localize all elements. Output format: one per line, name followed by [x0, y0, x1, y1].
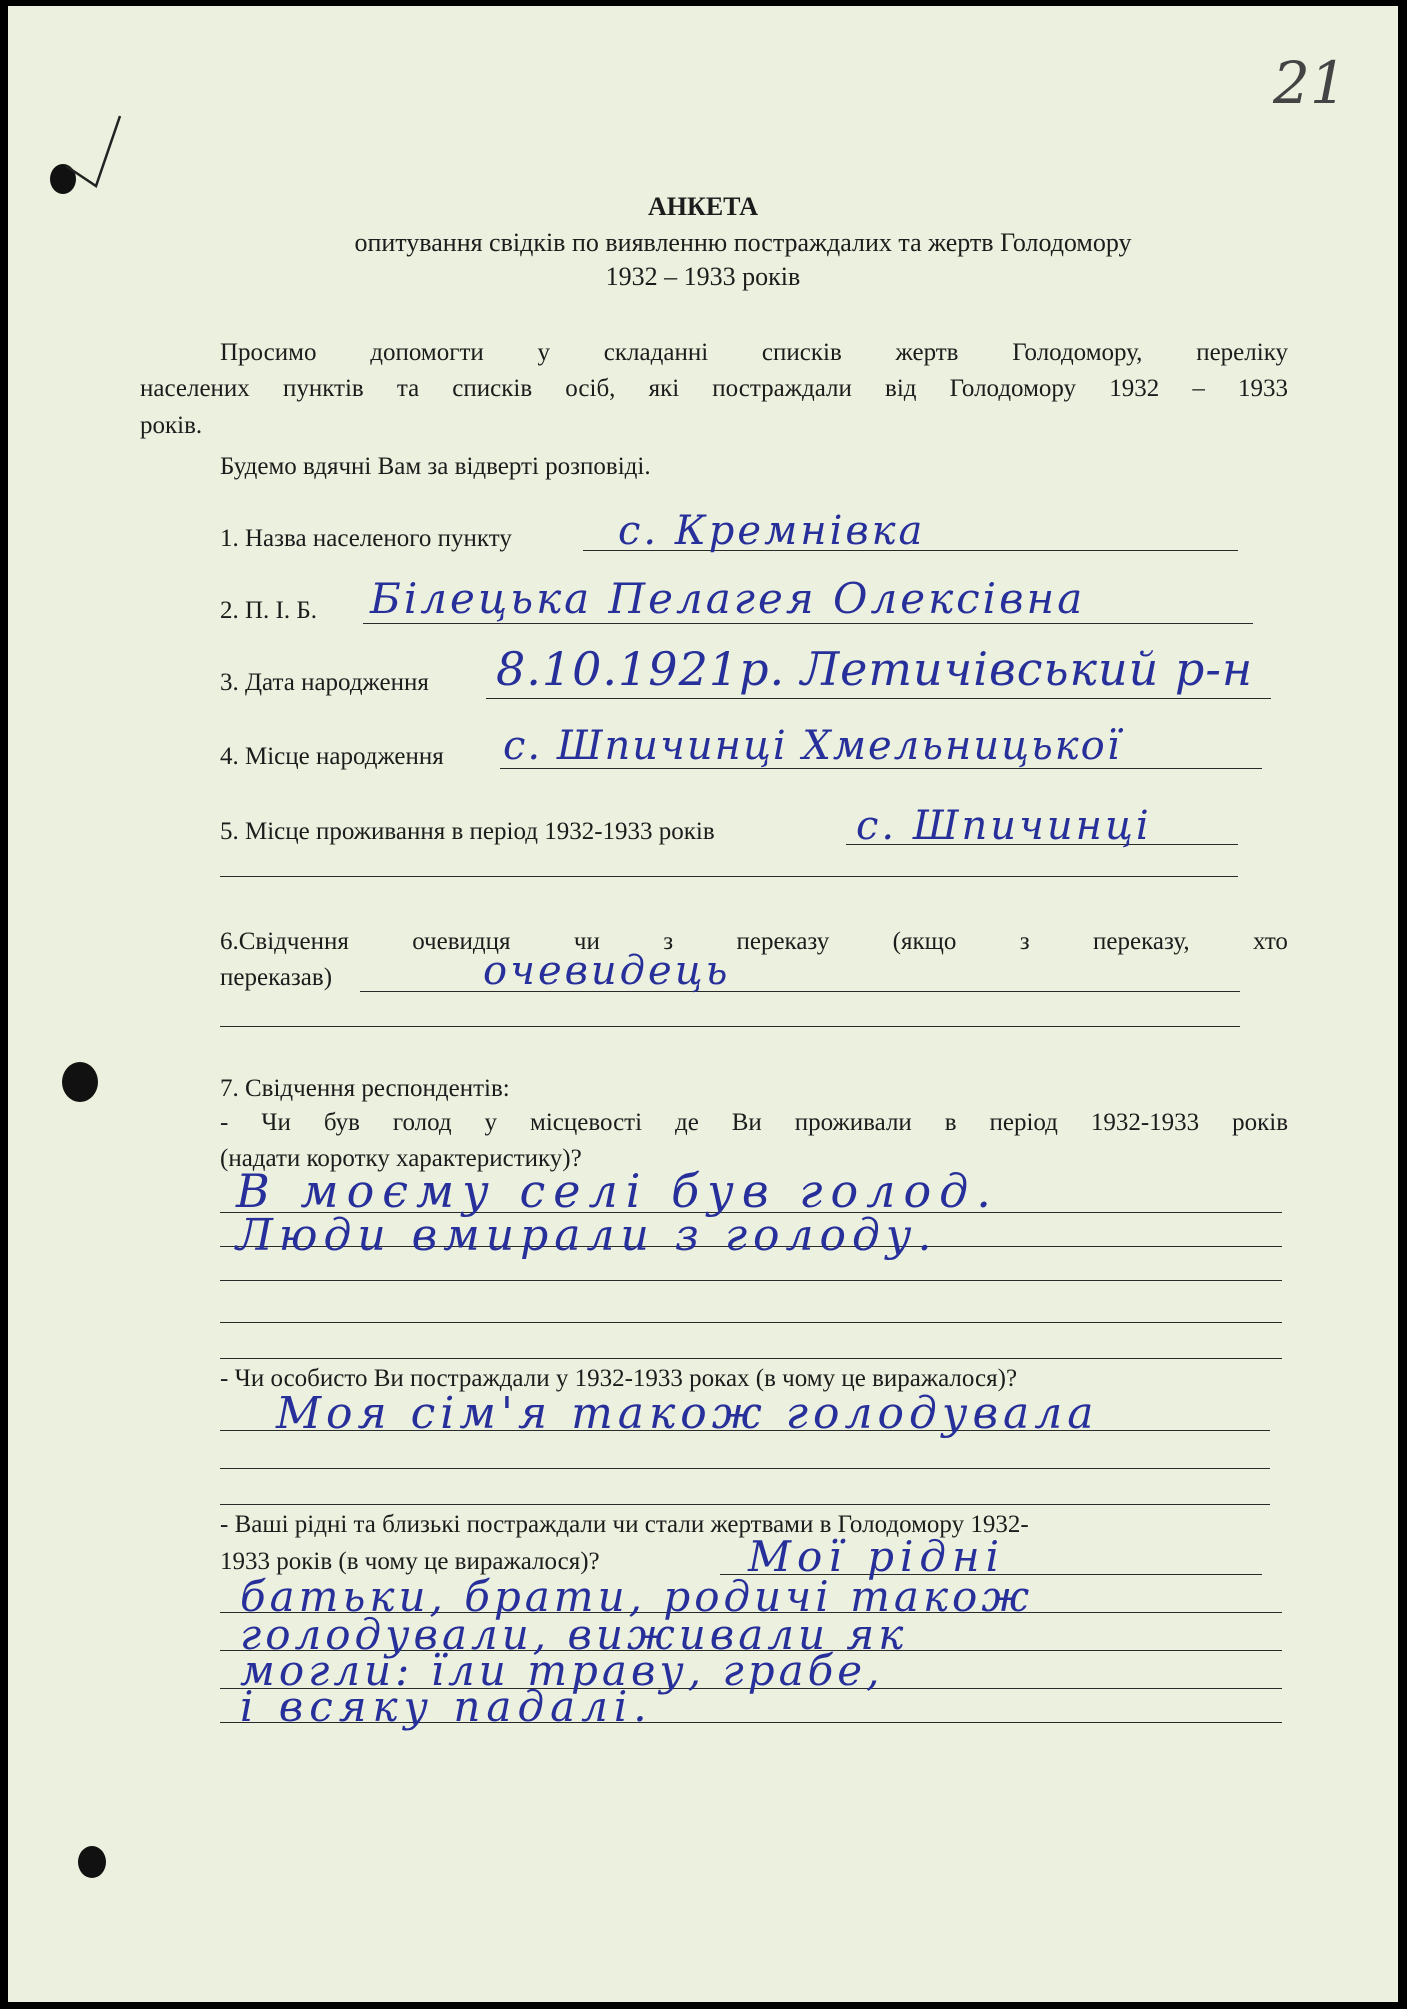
name-line	[363, 623, 1253, 624]
birth-date-label: 3. Дата народження	[220, 669, 429, 696]
testimony-type-label-line-1	[220, 927, 1288, 957]
q2-line-1: - Чи особисто Ви постраждали у 1932-1933 роках (в чому це виражалося)?	[220, 1365, 1018, 1392]
residence-value[interactable]: с. Шпичинці	[856, 803, 1152, 849]
label-word: переказу,	[1093, 928, 1190, 955]
q2-answer-line-1[interactable]: Моя сім'я також голодувала	[276, 1388, 1099, 1439]
q1-answer-line-1[interactable]: В моєму селі був голод.	[236, 1164, 999, 1218]
q2-line-c	[220, 1504, 1270, 1505]
punch-hole-bottom	[78, 1846, 106, 1878]
name-value[interactable]: Білецька Пелагея Олексівна	[370, 574, 1086, 623]
q3-answer-line-5[interactable]: і всяку падалі.	[240, 1682, 653, 1731]
pencil-check-mark	[58, 106, 128, 196]
name-label: 2. П. І. Б.	[220, 597, 317, 624]
page-number: 21	[1273, 49, 1347, 117]
residence-label: 5. Місце проживання в період 1932-1933 років	[220, 818, 715, 845]
intro-line-2: населених пунктів та списків осіб, які постраждали від Голодомору 1932 – 1933	[140, 375, 1288, 402]
testimony-type-label-line-2: переказав)	[220, 964, 333, 991]
form-title: АНКЕТА	[647, 192, 759, 221]
punch-hole-middle	[62, 1062, 98, 1102]
birth-date-value[interactable]: 8.10.1921р. Летичівський р-н	[496, 642, 1254, 696]
label-word: з	[663, 928, 674, 955]
q1-line-e	[220, 1358, 1282, 1359]
birth-date-line	[486, 698, 1271, 699]
residence-line-2	[220, 876, 1238, 877]
birth-place-label: 4. Місце народження	[220, 743, 444, 770]
q2-line-b	[220, 1468, 1270, 1469]
q1-line-d	[220, 1322, 1282, 1323]
questionnaire-page	[8, 6, 1398, 2002]
label-word: очевидця	[412, 928, 511, 955]
q3-answer-line-1[interactable]: Мої рідні	[748, 1532, 1006, 1581]
label-word: чи	[573, 928, 600, 955]
intro-line-3: років.	[140, 412, 203, 439]
intro-line-1: Просимо допомогти у складанні списків жертв Голодомору, переліку	[220, 339, 1288, 366]
intro-thanks: Будемо вдячні Вам за відверті розповіді.	[220, 453, 651, 480]
label-word: хто	[1252, 928, 1288, 955]
q1-line-c	[220, 1280, 1282, 1281]
testimony-type-value[interactable]: очевидець	[483, 948, 731, 994]
section7-heading: 7. Свідчення респондентів:	[220, 1075, 510, 1102]
label-word: переказу	[736, 928, 830, 955]
birth-place-value[interactable]: с. Шпичинці Хмельницької	[503, 723, 1122, 769]
q1-answer-line-2[interactable]: Люди вмирали з голоду.	[236, 1210, 938, 1261]
q3-answer-line-2[interactable]: батьки, брати, родичі також	[240, 1572, 1034, 1621]
settlement-label: 1. Назва населеного пункту	[220, 525, 512, 552]
label-word: 6.Свідчення	[220, 928, 349, 955]
q3-line-2: 1933 років (в чому це виражалося)?	[220, 1548, 600, 1575]
q3-answer-line-3[interactable]: голодували, виживали як	[240, 1610, 908, 1659]
q3-line-1: - Ваші рідні та близькі постраждали чи стали жертвами в Голодомору 1932-	[220, 1511, 1029, 1538]
testimony-type-line-2	[220, 1026, 1240, 1027]
q1-line-1: - Чи був голод у місцевості де Ви проживали в період 1932-1933 років	[220, 1109, 1288, 1136]
form-subtitle: опитування свідків по виявленню постраждалих та жертв Голодомору	[354, 228, 1132, 257]
label-word: з	[1019, 928, 1030, 955]
q1-line-2: (надати коротку характеристику)?	[220, 1145, 582, 1172]
label-word: (якщо	[892, 928, 957, 955]
settlement-value[interactable]: с. Кремнівка	[618, 508, 926, 554]
q3-answer-line-4[interactable]: могли: їли траву, грабе,	[240, 1646, 884, 1695]
form-years: 1932 – 1933 років	[605, 262, 801, 291]
